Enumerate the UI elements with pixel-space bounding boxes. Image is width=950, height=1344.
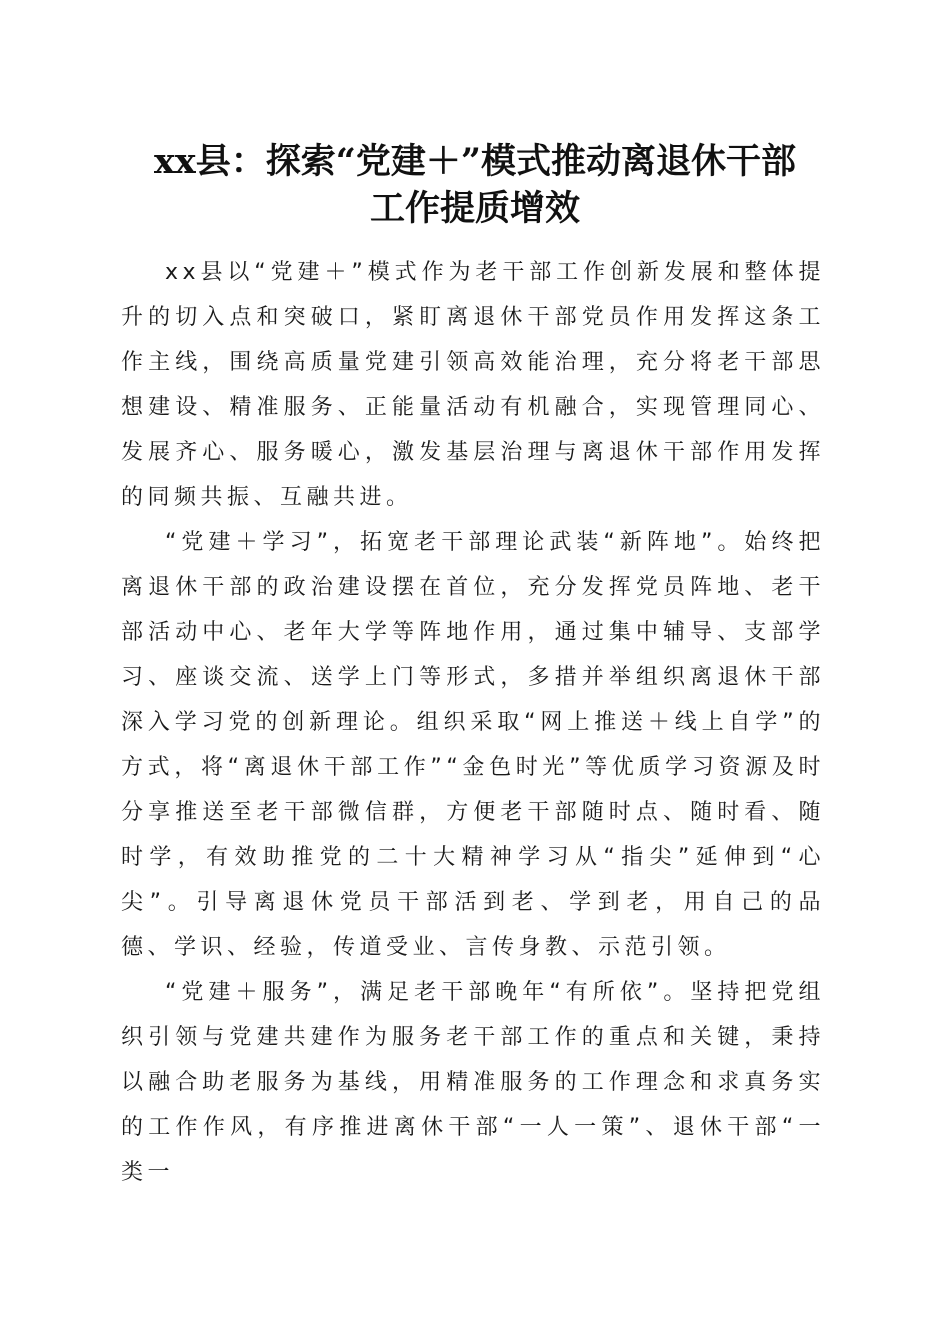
paragraph-study: “党建＋学习”，拓宽老干部理论武装“新阵地”。始终把离退休干部的政治建设摆在首位，充分发挥党员阵地、老干部活动中心、老年大学等阵地作用，通过集中辅导、支部学习、座谈交流、送学上门等形式，多措并举组织离退休干部深入学习党的创新理论。组织采取“网上推送＋线上自学”的方式，将“离退休干部工作”“金色时光”等优质学习资源及时分享推送至老干部微信群，方便老干部随时点、随时看、随时学，有效助推党的二十大精神学习从“指尖”延伸到“心尖”。引导离退休党员干部活到老、学到老，用自己的品德、学识、经验，传道受业、言传身教、示范引领。 xyxy=(121,530,825,960)
paragraph-service: “党建＋服务”，满足老干部晚年“有所依”。坚持把党组织引领与党建共建作为服务老干部工作的重点和关键，秉持以融合助老服务为基线，用精准服务的工作理念和求真务实的工作作风，有序推进离休干部“一人一策”、退休干部“一类一 xyxy=(121,980,825,1185)
title-line-1: xx县：探索“党建＋”模式推动离退休干部 xyxy=(154,141,796,182)
document-body xyxy=(121,250,825,1195)
document-title xyxy=(90,138,860,232)
title-line-2: 工作提质增效 xyxy=(369,188,580,229)
paragraph-intro: xx县以“党建＋”模式作为老干部工作创新发展和整体提升的切入点和突破口，紧盯离退休干部党员作用发挥这条工作主线，围绕高质量党建引领高效能治理，充分将老干部思想建设、精准服务、正能量活动有机融合，实现管理同心、发展齐心、服务暖心，激发基层治理与离退休干部作用发挥的同频共振、互融共进。 xyxy=(121,260,825,510)
